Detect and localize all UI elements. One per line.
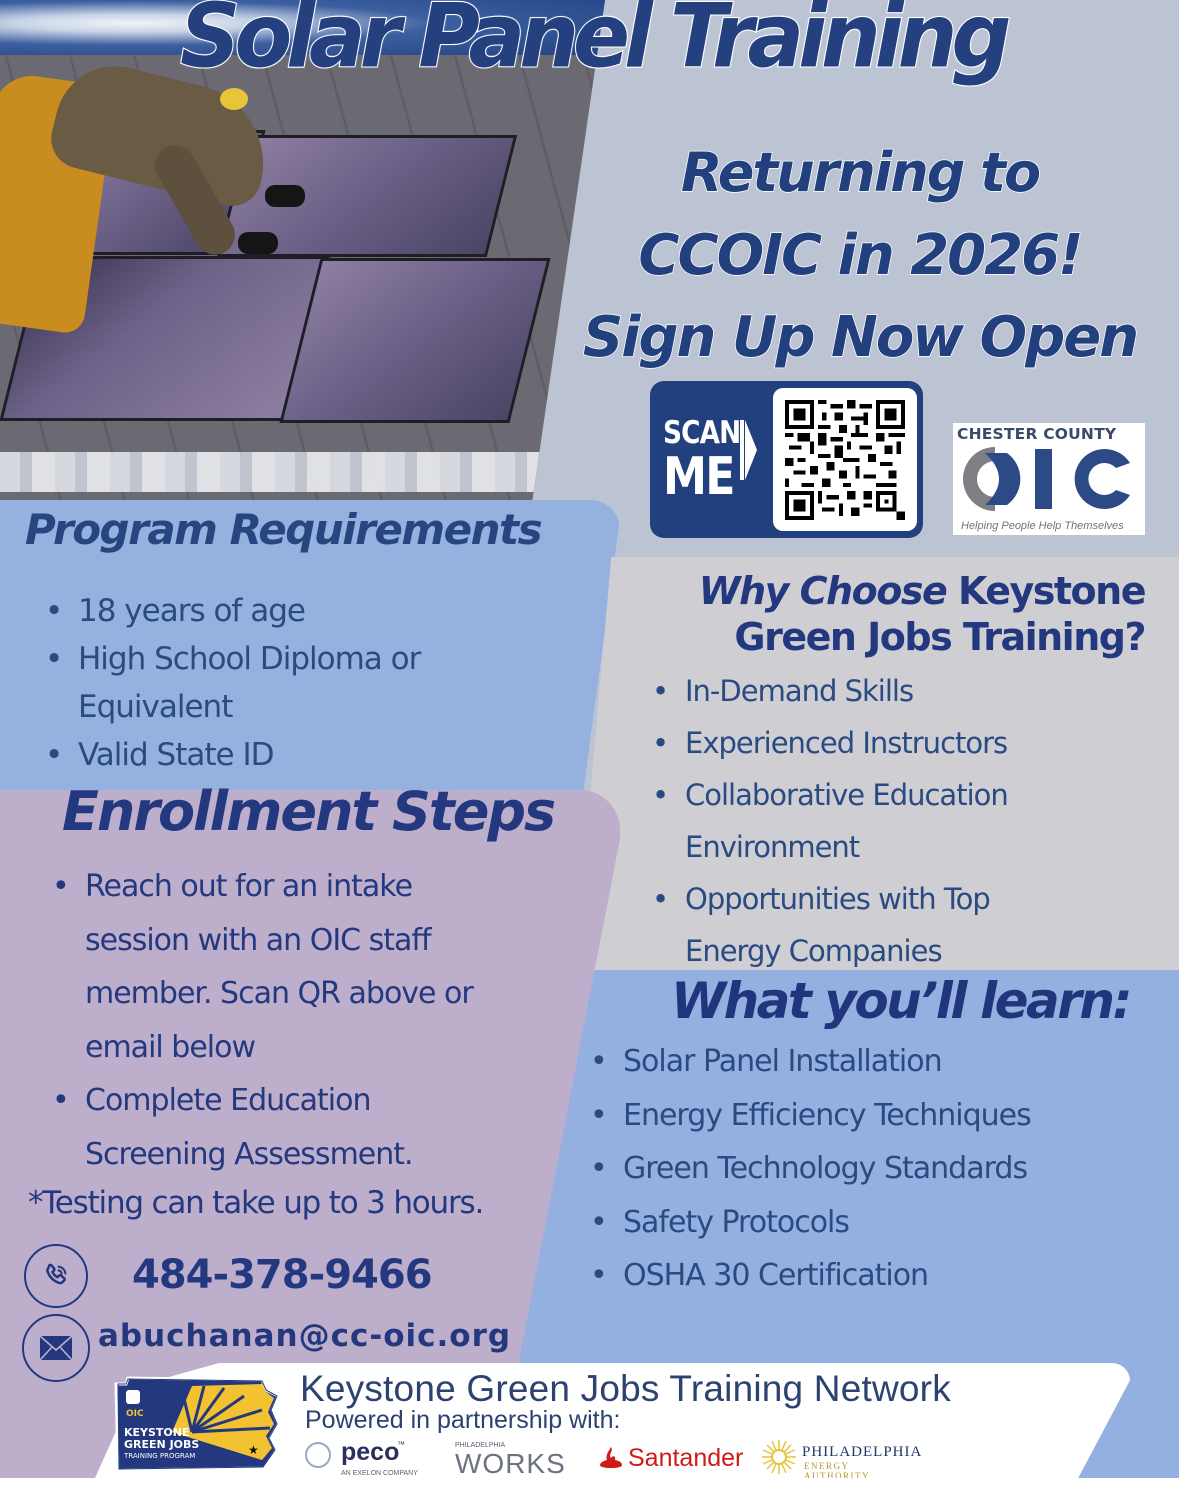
list-item: • Safety Protocols bbox=[590, 1196, 1150, 1250]
flyer: Solar Panel Training Returning to CCOIC in 2026! Sign Up Now Open SCAN ME CHESTER COUNTY Helping People Help Themselves Program Requirements • 18 years of age • High School Diploma or Equivalent • Valid State ID Why Choose Keystone Green Jobs Training? • In-Demand Skills • Experienced Instructors • Collaborative Education Environment • Opportunities with Top Energy Companies What you’ll learn: • Solar Panel Installation • Energy Efficiency Techniques • Green Technology Standards • Safety Protocols • OSHA 30 Certification Enrollment Steps • Reach out for an intake session with an OIC staff member. Scan QR above or email below • Complete Education Screening Assessment. *Testing can take up to 3 hours. 484-378-9466 abuchanan@cc-oic.org OIC KEYSTONE GREEN JOBS TRAINING PROGRAM ★ Keystone Green Jobs Training Network Powered in partnership with: peco ™ AN EXELON COMPANY PHILADELPHIA WORKS Santander PHILADELPHIA ENERGY AUTHORITY bbox=[0, 0, 1179, 1478]
subtitle-line-3: Sign Up Now Open bbox=[582, 305, 1138, 370]
bullet-icon: • bbox=[652, 726, 669, 760]
snow bbox=[0, 452, 605, 492]
list-item: • Solar Panel Installation bbox=[590, 1035, 1150, 1089]
bullet-icon: • bbox=[45, 737, 63, 773]
sun-icon bbox=[762, 1440, 796, 1474]
why-choose-list bbox=[652, 665, 1172, 977]
qr-code[interactable] bbox=[773, 388, 917, 531]
svg-text:OIC: OIC bbox=[126, 1409, 144, 1419]
list-item: • In-Demand Skills bbox=[652, 665, 1172, 717]
svg-text:★: ★ bbox=[248, 1443, 259, 1457]
bullet-icon: • bbox=[652, 778, 669, 812]
subtitle-line-1: Returning to bbox=[680, 141, 1040, 204]
worker-helmet bbox=[220, 88, 248, 110]
bullet-icon: • bbox=[652, 674, 669, 708]
santander-flame-icon bbox=[600, 1446, 622, 1468]
bullet-icon: • bbox=[45, 641, 63, 677]
page-title: Solar Panel Training bbox=[180, 0, 1006, 88]
learn-list bbox=[590, 1035, 1150, 1303]
logo-tagline: Helping People Help Themselves bbox=[961, 520, 1124, 532]
peco-ring-icon bbox=[305, 1442, 331, 1468]
worker-glove bbox=[238, 232, 278, 254]
list-item: • Valid State ID bbox=[45, 731, 545, 779]
list-item: • Reach out for an intake session with an OIC staff member. Scan QR above or email below bbox=[52, 860, 522, 1074]
keystone-green-jobs-logo bbox=[112, 1376, 280, 1476]
list-item: • Opportunities with Top Energy Companies bbox=[652, 873, 1042, 977]
bullet-icon: • bbox=[52, 1083, 69, 1118]
bullet-icon: • bbox=[590, 1258, 607, 1293]
phone-icon[interactable] bbox=[24, 1244, 88, 1308]
me-label: ME bbox=[663, 447, 734, 507]
requirements-title: Program Requirements bbox=[25, 505, 542, 554]
chester-county-oic-logo bbox=[953, 423, 1145, 535]
arrow-right-icon bbox=[745, 420, 757, 480]
phone-glyph-icon bbox=[41, 1261, 71, 1291]
bullet-icon: • bbox=[590, 1204, 607, 1240]
scan-label: SCAN bbox=[663, 415, 741, 451]
phone-number[interactable]: 484-378-9466 bbox=[132, 1252, 432, 1298]
learn-title: What you’ll learn: bbox=[670, 972, 1130, 1030]
bullet-icon: • bbox=[590, 1044, 607, 1079]
list-item: • Green Technology Standards bbox=[590, 1142, 1150, 1196]
list-item: • Energy Efficiency Techniques bbox=[590, 1089, 1150, 1143]
svg-text:TRAINING PROGRAM: TRAINING PROGRAM bbox=[124, 1452, 196, 1460]
svg-text:GREEN JOBS: GREEN JOBS bbox=[124, 1438, 200, 1451]
testing-note: *Testing can take up to 3 hours. bbox=[28, 1185, 484, 1221]
bullet-icon: • bbox=[590, 1151, 607, 1186]
bullet-icon: • bbox=[45, 593, 63, 629]
bullet-icon: • bbox=[590, 1097, 607, 1133]
why-choose-title: Why Choose Keystone Green Jobs Training? bbox=[698, 569, 1145, 659]
list-item: • Complete Education Screening Assessment. bbox=[52, 1074, 472, 1181]
oic-mark-icon bbox=[955, 443, 1140, 515]
logo-top-text: CHESTER COUNTY bbox=[957, 425, 1117, 443]
list-item: • OSHA 30 Certification bbox=[590, 1249, 1150, 1303]
list-item: • Experienced Instructors bbox=[652, 717, 1172, 769]
enrollment-title: Enrollment Steps bbox=[62, 780, 555, 843]
arrow-bar bbox=[740, 420, 744, 480]
worker-glove bbox=[265, 185, 305, 207]
list-item: • High School Diploma or Equivalent bbox=[45, 635, 545, 731]
envelope-glyph-icon bbox=[39, 1335, 73, 1361]
bullet-icon: • bbox=[52, 869, 69, 904]
list-item: • 18 years of age bbox=[45, 587, 545, 635]
enrollment-list bbox=[52, 860, 572, 1181]
qr-code-icon bbox=[785, 400, 905, 520]
bullet-icon: • bbox=[652, 882, 669, 916]
powered-by-text: Powered in partnership with: bbox=[305, 1406, 621, 1434]
envelope-icon[interactable] bbox=[22, 1314, 90, 1382]
list-item: • Collaborative Education Environment bbox=[652, 769, 1042, 873]
subtitle-line-2: CCOIC in 2026! bbox=[638, 223, 1082, 288]
solar-panel bbox=[279, 258, 550, 423]
network-title: Keystone Green Jobs Training Network bbox=[300, 1368, 951, 1409]
requirements-list bbox=[45, 587, 545, 779]
email-link[interactable]: abuchanan@cc-oic.org bbox=[98, 1318, 512, 1354]
svg-text:KEYSTONE: KEYSTONE bbox=[124, 1426, 190, 1439]
